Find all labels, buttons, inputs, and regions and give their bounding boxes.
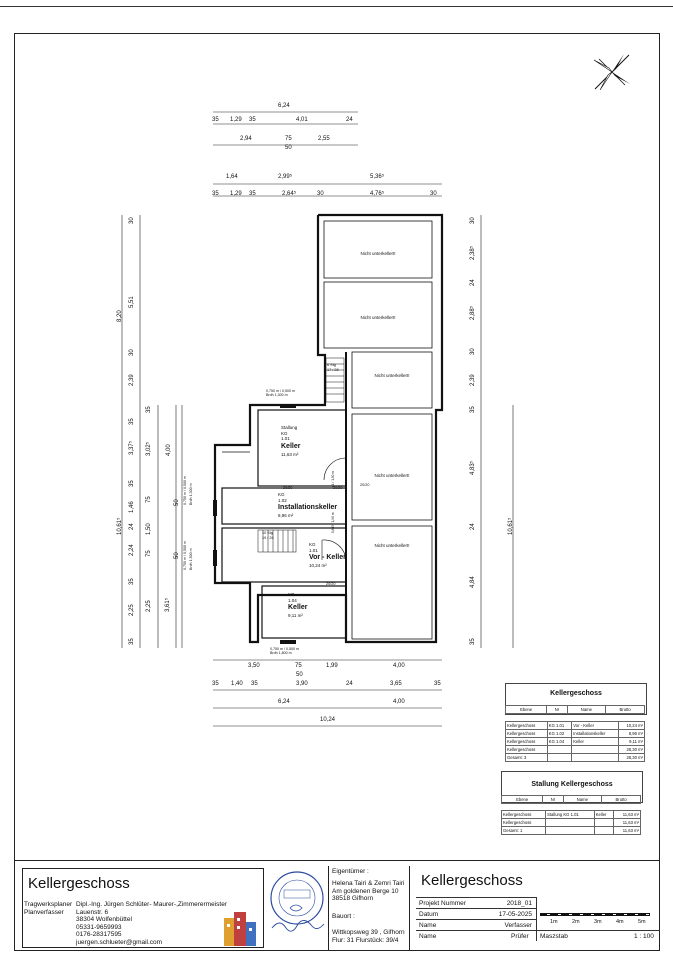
dimension-label: 4,84 xyxy=(470,576,476,588)
building-logo-icon xyxy=(222,904,264,948)
site-label: Bauort : xyxy=(332,913,355,920)
room-label: KG xyxy=(278,492,285,497)
table-cell: KG 1.04 xyxy=(547,738,571,746)
table-header: Nr xyxy=(547,706,567,714)
address-line: 38518 Gifhorn xyxy=(332,895,374,903)
dimension-label: 4,00 xyxy=(393,699,405,705)
info-text: Name xyxy=(419,933,437,940)
dimension-label: 35 xyxy=(212,117,219,123)
dimension-label: 35 xyxy=(249,191,256,197)
title-left: Kellergeschoss xyxy=(28,875,130,892)
window-note-left1b xyxy=(189,483,193,505)
dimension-label: 2,99⁵ xyxy=(278,174,293,180)
note-line: 6 Stg xyxy=(327,363,336,367)
table-cell: KG 1.02 xyxy=(547,730,571,738)
table-cell: 8,96 m² xyxy=(618,730,644,738)
dimension-lines-top xyxy=(213,112,442,726)
table-row xyxy=(506,754,645,762)
room-label: KG xyxy=(281,430,288,436)
window-note-left2 xyxy=(183,541,187,570)
stairs-note-lower xyxy=(262,531,274,540)
table-header: Brutto xyxy=(602,796,641,804)
table-cell xyxy=(547,754,571,762)
table-cell: Kellergeschoss xyxy=(502,811,546,819)
address-line: 0176-28317595 xyxy=(76,931,122,939)
dimension-label: 1,46 xyxy=(129,501,135,513)
address-line: Helena Tairi & Zemri Tairi xyxy=(332,880,405,887)
dimension-label: 35 xyxy=(129,418,135,425)
dimension-label: 1,64 xyxy=(226,174,238,180)
dimension-label: 75 xyxy=(295,663,302,669)
info-text: 1 : 100 xyxy=(634,933,654,940)
address-line: juergen.schlueter@gmail.com xyxy=(76,938,163,946)
info-text: Prüfer xyxy=(511,933,529,940)
table-header: Brutto xyxy=(606,706,645,714)
dimension-label: 1,40 xyxy=(231,681,243,687)
table-cell xyxy=(594,827,613,835)
dimension-label: 6,24 xyxy=(278,699,290,705)
planner-address xyxy=(76,901,227,947)
dimension-label: 35 xyxy=(146,406,152,413)
info-value: 17-05-2025 xyxy=(498,911,532,918)
dimension-label: 3,50 xyxy=(248,663,260,669)
room-name: Keller xyxy=(281,442,301,450)
grid-divider xyxy=(536,897,537,941)
dimension-label: 3,61⁵ xyxy=(165,597,171,612)
dimension-label: 10,61⁵ xyxy=(508,517,514,535)
room-label: 1.04 xyxy=(288,597,297,603)
building-walls xyxy=(215,215,442,642)
room-name: Installationskeller xyxy=(278,504,338,511)
table-cell: Kellergeschoss xyxy=(506,746,548,754)
table-row xyxy=(506,730,645,738)
scale-bar-label: 2m xyxy=(572,919,580,925)
role-line: Planverfasser xyxy=(24,908,64,916)
dimension-label: 24 xyxy=(346,117,353,123)
scale-bar-label: 4m xyxy=(616,919,624,925)
table-cell: 10,24 m² xyxy=(618,722,644,730)
window-note-bottom xyxy=(270,647,299,656)
owner-address xyxy=(332,880,404,903)
table-title: Stallung Kellergeschoss xyxy=(531,781,613,788)
table-cell xyxy=(546,827,595,835)
scale-bar xyxy=(540,911,655,933)
note-line: Brdh 1,800 m xyxy=(270,651,292,656)
dimension-label: 4,76⁵ xyxy=(370,191,385,197)
table-cell xyxy=(572,746,619,754)
room-keller-stallung xyxy=(281,425,300,457)
dimension-label: 3,90 xyxy=(296,681,308,687)
dimension-label: 35 xyxy=(470,638,476,645)
table-cell: Kellergeschoss xyxy=(506,730,548,738)
dimension-label: 35 xyxy=(212,681,219,687)
dimension-label: 35 xyxy=(470,406,476,413)
room-label: 1.01 xyxy=(309,547,318,553)
room-name: Keller xyxy=(288,604,308,611)
role-line: Tragwerksplaner xyxy=(24,901,73,908)
dimension-label: 2,88⁵ xyxy=(470,305,476,320)
dimension-label: 35 xyxy=(212,191,219,197)
table-row xyxy=(506,746,645,754)
table-title: Kellergeschoss xyxy=(550,690,602,697)
room-installationskeller xyxy=(278,492,337,519)
room-label: 1.02 xyxy=(278,497,287,503)
dimension-label: 2,39 xyxy=(129,374,135,386)
info-label: Name xyxy=(419,922,437,929)
dimension-label: 2,25 xyxy=(146,600,152,612)
info-value: 2018_01 xyxy=(506,900,532,907)
table-row xyxy=(506,722,645,730)
table-header: Nr xyxy=(543,796,563,804)
dimension-label: 50 xyxy=(174,499,180,506)
table-header: Name xyxy=(563,796,602,804)
room-vor-keller xyxy=(309,542,346,569)
room-nicht-5: Nicht unterkellert! xyxy=(374,543,410,548)
dimension-label: 10,24 xyxy=(320,717,336,723)
note-line: Brdh 1,300 m xyxy=(189,483,193,505)
window-note-left1 xyxy=(183,476,187,505)
table-cell: Stallung KG 1.01 xyxy=(546,811,595,819)
address-line: 05331-9659993 xyxy=(76,923,122,931)
room-label: KG xyxy=(288,592,295,597)
room-area: 11,63 m² xyxy=(281,451,299,457)
dimension-label: 2,25 xyxy=(129,604,135,616)
note-line: 17 / 28 xyxy=(327,367,339,372)
door-tag: 20/20 xyxy=(333,486,343,490)
table-cell: Kellergeschoss xyxy=(502,819,546,827)
door-label: 61 / 1,90 m xyxy=(331,471,335,487)
dimension-label: 35 xyxy=(129,480,135,487)
dimension-label: 1,50 xyxy=(146,523,152,535)
address-line: 38304 Wolfenbüttel xyxy=(76,916,132,924)
room-label: KG xyxy=(309,542,316,547)
note-line: 0,750 m / 0,500 m xyxy=(270,647,299,651)
dimension-label: 75 xyxy=(285,136,292,142)
dimension-label: 6,24 xyxy=(278,103,290,109)
scale-bar-label: 3m xyxy=(594,919,602,925)
dimension-label: 3,37⁵ xyxy=(129,440,135,455)
site-address xyxy=(332,929,405,944)
dimension-label: 2,38⁵ xyxy=(470,245,476,260)
dimension-label: 1,29 xyxy=(230,117,242,123)
title-info-grid xyxy=(416,897,660,950)
table-cell: 28,30 m² xyxy=(618,746,644,754)
room-name: Vor - Keller xyxy=(309,554,346,561)
room-table-kellergeschoss-header xyxy=(505,705,645,714)
door-tag: 20/20 xyxy=(360,483,370,487)
dimension-label: 30 xyxy=(430,191,437,197)
scale-bar-label: 1m xyxy=(550,919,558,925)
stairs-note-upper xyxy=(327,363,339,372)
address-line: Dipl.-Ing. Jürgen Schlüter- Maurer-,Zimmerermeister xyxy=(76,901,227,908)
table-row xyxy=(506,738,645,746)
dimension-label: 35 xyxy=(251,681,258,687)
table-cell xyxy=(547,746,571,754)
dimension-label: 75 xyxy=(146,550,152,557)
address-line: Lauenstr. 6 xyxy=(76,908,109,916)
dimension-label: 4,00 xyxy=(166,444,172,456)
room-nicht-3: Nicht unterkellert! xyxy=(374,373,410,378)
dimension-label: 35 xyxy=(129,578,135,585)
info-label: Datum xyxy=(419,911,439,918)
table-cell: 9,11 m² xyxy=(618,738,644,746)
dimension-label: 24 xyxy=(129,523,135,530)
dimension-label: 50 xyxy=(285,145,292,151)
address-line: Flur: 31 Flurstück: 39/4 xyxy=(332,936,399,944)
info-label: Projekt Nummer xyxy=(419,900,466,907)
window-note-top xyxy=(266,389,295,398)
address-line: Am goldenen Berge 10 xyxy=(332,887,399,895)
table-row xyxy=(502,827,641,835)
table-cell: 11,63 m² xyxy=(614,827,641,835)
dimension-label: 35 xyxy=(249,117,256,123)
dimension-label: 4,01 xyxy=(296,117,308,123)
door-label: 0,885 / 1,90 m xyxy=(331,512,335,533)
table-header: Ebene xyxy=(502,796,543,804)
table-cell xyxy=(594,819,613,827)
dimension-label: 24 xyxy=(470,523,476,530)
table-cell: 11,63 m² xyxy=(614,811,641,819)
dimension-label: 30 xyxy=(470,348,476,355)
dimension-label: 50 xyxy=(296,672,303,678)
dimension-label: 4,83⁵ xyxy=(470,460,476,475)
dimension-label: 1,99 xyxy=(326,663,338,669)
dimension-label: 50 xyxy=(174,552,180,559)
dimension-label: 1,29 xyxy=(230,191,242,197)
dimension-label: 5,36⁵ xyxy=(370,174,385,180)
dimension-label: 75 xyxy=(146,496,152,503)
dimension-label: 10,61⁵ xyxy=(117,517,123,535)
dimension-label: 2,64⁵ xyxy=(282,191,297,197)
dimension-label: 2,39 xyxy=(470,374,476,386)
table-cell: Gesamt: 1 xyxy=(502,827,546,835)
room-nicht-4: Nicht unterkellert! xyxy=(374,473,410,478)
dimension-label: 35 xyxy=(434,681,441,687)
table-header: Name xyxy=(567,706,606,714)
note-line: Brdh 1,500 m xyxy=(189,548,193,570)
dimension-label: 30 xyxy=(129,217,135,224)
room-keller-104 xyxy=(288,592,307,619)
room-area: 10,24 m² xyxy=(309,563,327,568)
dimension-label: 2,24 xyxy=(129,544,135,556)
table-cell: Kellergeschoss xyxy=(506,722,548,730)
note-line: 0,750 m / 0,500 m xyxy=(183,476,187,505)
stamp-signature-icon xyxy=(266,866,328,944)
room-label: 1.01 xyxy=(281,436,290,441)
note-line: 19 / 26 xyxy=(262,535,274,540)
dimension-label: 4,00 xyxy=(393,663,405,669)
table-cell: Gesamt: 3 xyxy=(506,754,548,762)
dimension-label: 30 xyxy=(470,217,476,224)
table-cell xyxy=(572,754,619,762)
table-cell: Installationskeller xyxy=(572,730,619,738)
door-tag: 20/20 xyxy=(283,486,293,490)
north-arrow-icon xyxy=(594,54,630,90)
dimension-label: 24 xyxy=(470,279,476,286)
dimension-label: 2,94 xyxy=(240,136,252,142)
owner-label: Eigentümer : xyxy=(332,868,369,875)
dimension-label: 30 xyxy=(317,191,324,197)
table-row xyxy=(502,811,641,819)
table-row xyxy=(502,819,641,827)
address-line: Wittkopsweg 39 , Gifhorn xyxy=(332,929,405,936)
note-line: 10 Stg xyxy=(262,531,273,535)
title-right: Kellergeschoss xyxy=(421,872,523,889)
note-line: Brdh 1,300 m xyxy=(266,393,288,398)
window-note-left2b xyxy=(189,548,193,570)
table-header-row xyxy=(502,796,641,804)
room-area: 8,96 m² xyxy=(278,513,294,518)
room-nicht-1: Nicht unterkellert! xyxy=(360,251,396,256)
dimension-label: 5,51 xyxy=(129,296,135,308)
dimension-label: 3,65 xyxy=(390,681,402,687)
table-cell: 11,63 m² xyxy=(614,819,641,827)
dimension-label: 24 xyxy=(346,681,353,687)
door-tag: 20/20 xyxy=(326,582,336,586)
info-value: Verfasser xyxy=(504,922,532,929)
table-cell: 28,30 m² xyxy=(618,754,644,762)
scale-bar-label: 5m xyxy=(638,919,646,925)
table-cell: Vor - Keller xyxy=(572,722,619,730)
table-cell xyxy=(546,819,595,827)
note-line: 0,750 m / 0,500 m xyxy=(183,541,187,570)
info-text: Maszstab xyxy=(540,933,568,940)
note-line: 0,750 m / 0,500 m xyxy=(266,389,295,393)
table-header-row xyxy=(506,706,645,714)
dimension-label: 35 xyxy=(129,638,135,645)
room-table-stallung-body xyxy=(501,810,641,835)
scale-bar-segment xyxy=(645,913,651,916)
table-cell: Kellergeschoss xyxy=(506,738,548,746)
table-header: Ebene xyxy=(506,706,547,714)
room-nicht-2: Nicht unterkellert! xyxy=(360,315,396,320)
table-cell: KG 1.01 xyxy=(547,722,571,730)
room-table-stallung-header xyxy=(501,795,641,804)
room-table-kellergeschoss-body xyxy=(505,721,645,762)
table-cell: Keller xyxy=(594,811,613,819)
dimension-label: 8,20 xyxy=(117,310,123,322)
room-area: 9,11 m² xyxy=(288,613,303,618)
table-cell: Keller xyxy=(572,738,619,746)
dimension-label: 2,55 xyxy=(318,136,330,142)
room-label: Stallung xyxy=(281,425,298,430)
dimension-label: 30 xyxy=(129,349,135,356)
role-label xyxy=(24,901,72,916)
dimension-label: 3,02⁵ xyxy=(146,441,152,456)
